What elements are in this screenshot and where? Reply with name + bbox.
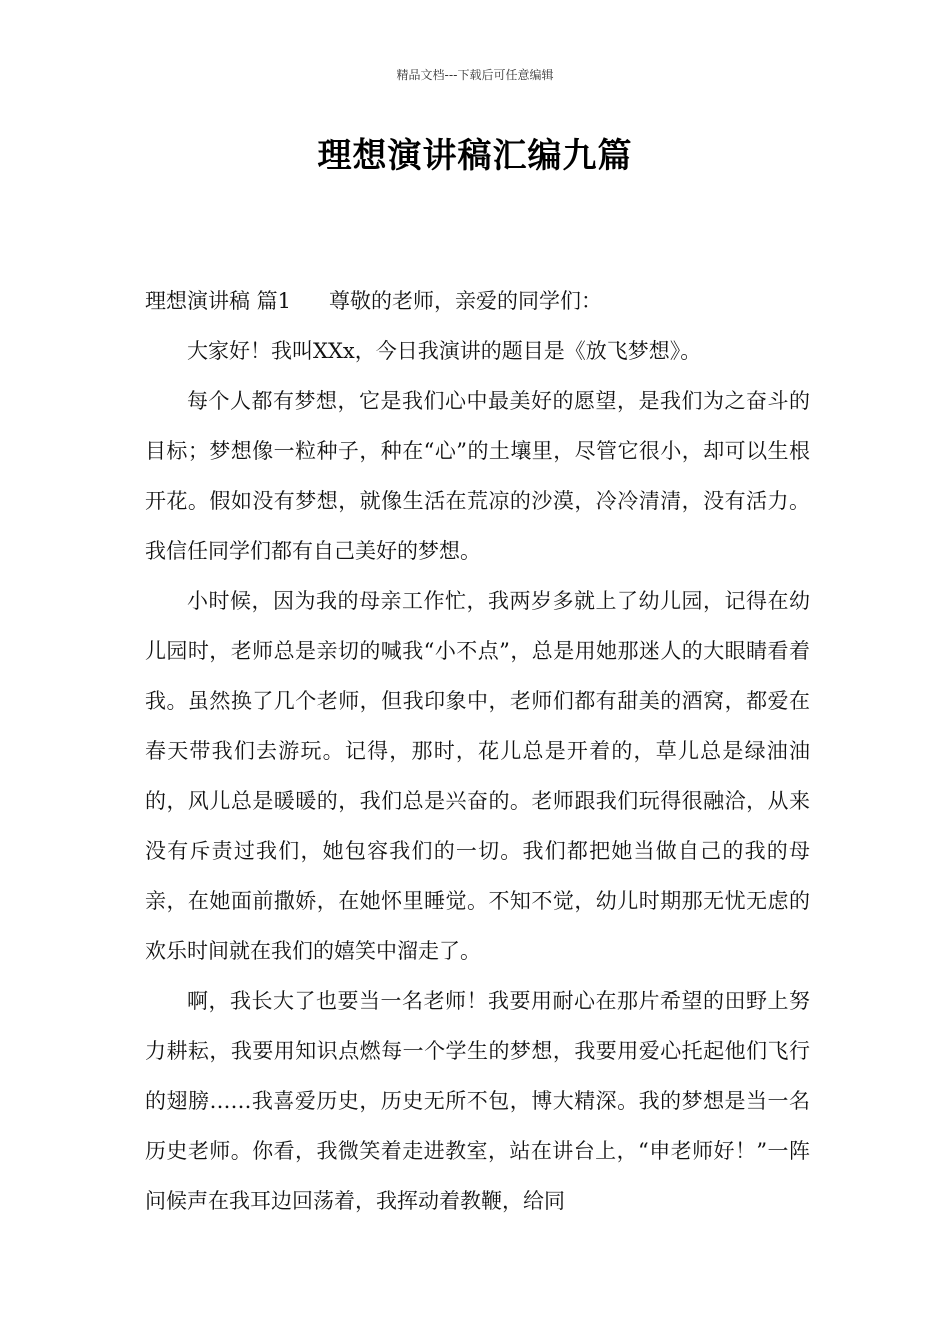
page-header: 精品文档---下载后可任意编辑 [396,68,554,82]
document-title: 理想演讲稿汇编九篇 [317,136,633,176]
section-heading: 理想演讲稿 篇1 [145,289,292,313]
paragraph-childhood: 小时候，因为我的母亲工作忙，我两岁多就上了幼儿园，记得在幼儿园时，老师总是亲切的喊我“小不点”，总是用她那迷人的大眼睛看着我。虽然换了几个老师，但我印象中，老师们都有甜美的酒窝，都爱在春天带我们去游玩。记得，那时，花儿总是开着的，草儿总是绿油油的，风儿总是暖暖的，我们总是兴奋的。老师跟我们玩得很融洽，从来没有斥责过我们，她包容我们的一切。我们都把她当做自己的我的母亲，在她面前撒娇，在她怀里睡觉。不知不觉，幼儿时期那无忧无虑的欢乐时间就在我们的嬉笑中溜走了。 [145,589,810,963]
section-opening-line [145,276,810,326]
paragraph-greeting: 大家好！我叫XXx，今日我演讲的题目是《放飞梦想》。 [187,339,702,363]
paragraph-teacher-dream: 啊，我长大了也要当一名老师！我要用耐心在那片希望的田野上努力耕耘，我要用知识点燃每一个学生的梦想，我要用爱心托起他们飞行的翅膀……我喜爱历史，历史无所不包，博大精深。我的梦想是当一名历史老师。你看，我微笑着走进教室，站在讲台上，“申老师好！”一阵问候声在我耳边回荡着，我挥动着教鞭，给同 [145,989,810,1213]
paragraph-dreams: 每个人都有梦想，它是我们心中最美好的愿望，是我们为之奋斗的目标；梦想像一粒种子，种在“心”的土壤里，尽管它很小，却可以生根开花。假如没有梦想，就像生活在荒凉的沙漠，冷冷清清，没有活力。我信任同学们都有自己美好的梦想。 [145,389,810,563]
salutation: 尊敬的老师，亲爱的同学们： [329,289,603,313]
document-body [145,276,810,1226]
